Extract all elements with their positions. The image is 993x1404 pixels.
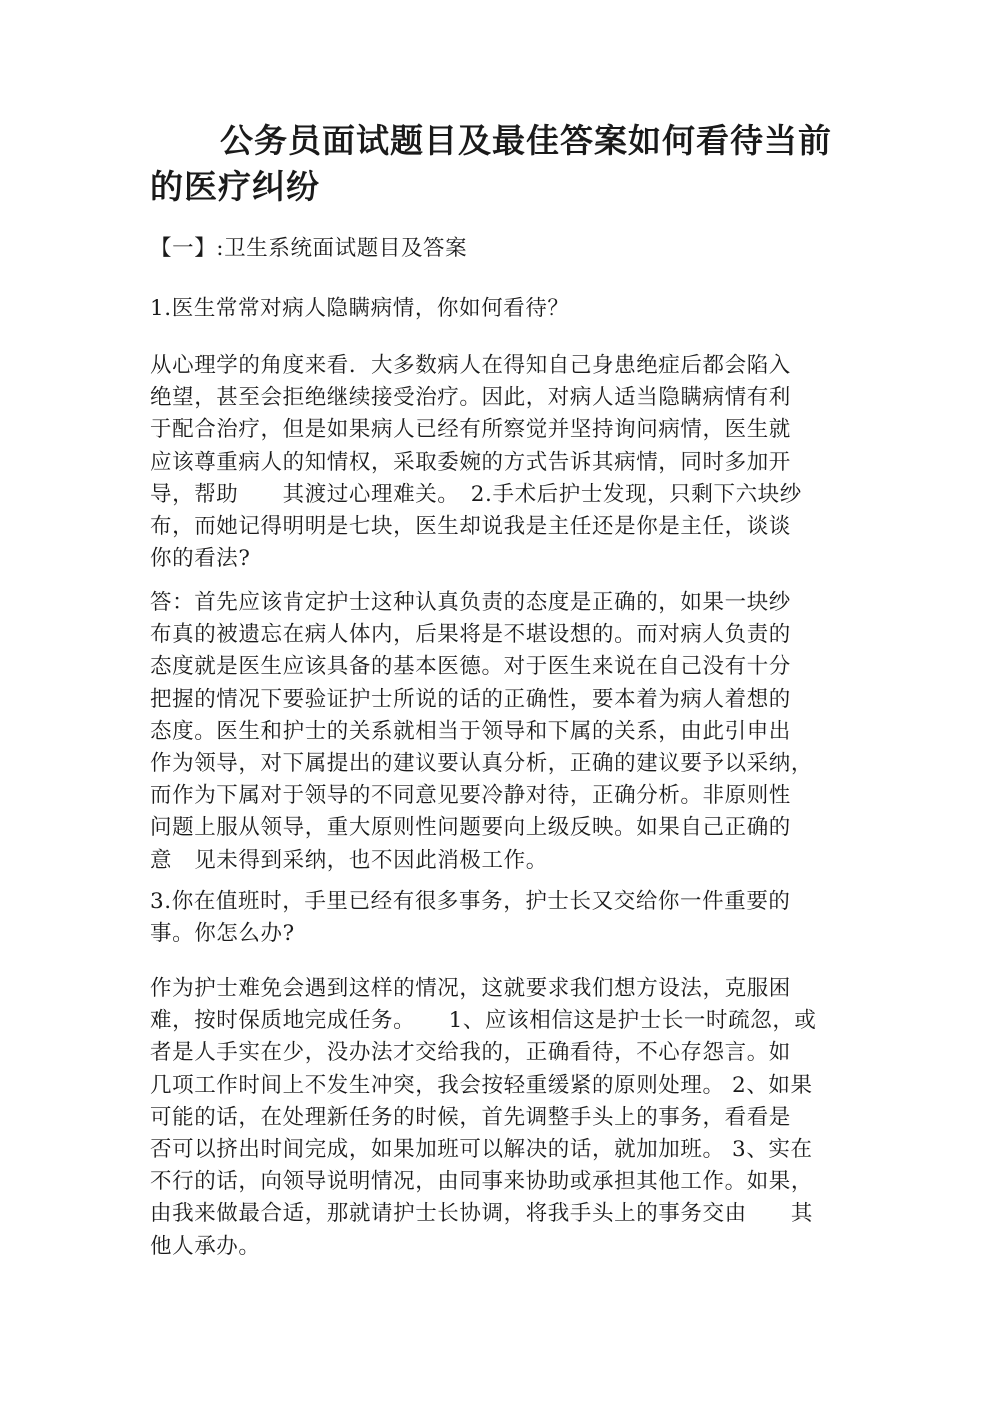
paragraph-line: 态度。医生和护士的关系就相当于领导和下属的关系，由此引申出 xyxy=(150,718,791,744)
paragraph-line: 几项工作时间上不发生冲突，我会按轻重缓紧的原则处理。 2、如果 xyxy=(150,1072,813,1098)
question-line: 事。你怎么办? xyxy=(150,921,295,947)
answer-paragraph-3 xyxy=(150,973,817,1263)
paragraph-line: 应该尊重病人的知情权，采取委婉的方式告诉其病情，同时多加开 xyxy=(150,449,791,475)
question-line: 3.你在值班时，手里已经有很多事务，护士长又交给你一件重要的 xyxy=(150,889,791,914)
paragraph-line: 从心理学的角度来看．大多数病人在得知自己身患绝症后都会陷入 xyxy=(150,353,791,378)
question-1: 1.医生常常对病人隐瞒病情，你如何看待？ xyxy=(150,296,570,321)
answer-paragraph-1 xyxy=(150,350,802,575)
paragraph-line: 而作为下属对于领导的不同意见要冷静对待，正确分析。非原则性 xyxy=(150,783,791,809)
paragraph-line: 于配合治疗，但是如果病人已经有所察觉并坚持询问病情，医生就 xyxy=(150,417,791,443)
title-line-2: 的医疗纠纷 xyxy=(150,167,320,206)
question-3 xyxy=(150,886,791,950)
document-title xyxy=(150,118,850,210)
paragraph-line: 由我来做最合适，那就请护士长协调，将我手头上的事务交由 其 xyxy=(150,1201,814,1227)
paragraph-line: 答：首先应该肯定护士这种认真负责的态度是正确的，如果一块纱 xyxy=(150,590,791,615)
paragraph-line: 你的看法? xyxy=(150,546,251,572)
paragraph-line: 不行的话，向领导说明情况，由同事来协助或承担其他工作。如果， xyxy=(150,1169,814,1195)
title-line-1: 公务员面试题目及最佳答案如何看待当前 xyxy=(220,121,832,160)
paragraph-line: 作为领导，对下属提出的建议要认真分析，正确的建议要予以采纳， xyxy=(150,751,814,777)
paragraph-line: 意 见未得到采纳，也不因此消极工作。 xyxy=(150,847,548,873)
paragraph-line: 者是人手实在少，没办法才交给我的，正确看待，不心存怨言。如 xyxy=(150,1040,791,1066)
paragraph-line: 他人承办。 xyxy=(150,1233,261,1259)
answer-paragraph-2 xyxy=(150,587,813,877)
paragraph-line: 态度就是医生应该具备的基本医德。对于医生来说在自己没有十分 xyxy=(150,654,791,680)
paragraph-line: 布真的被遗忘在病人体内，后果将是不堪设想的。而对病人负责的 xyxy=(150,622,791,648)
paragraph-line: 绝望，甚至会拒绝继续接受治疗。因此，对病人适当隐瞒病情有利 xyxy=(150,385,791,411)
paragraph-line: 布，而她记得明明是七块，医生却说我是主任还是你是主任，谈谈 xyxy=(150,514,791,540)
paragraph-line: 作为护士难免会遇到这样的情况，这就要求我们想方设法，克服困 xyxy=(150,976,791,1001)
section-heading: 【一】:卫生系统面试题目及答案 xyxy=(150,236,468,261)
paragraph-line: 把握的情况下要验证护士所说的话的正确性，要本着为病人着想的 xyxy=(150,686,791,712)
paragraph-line: 可能的话，在处理新任务的时候，首先调整手头上的事务，看看是 xyxy=(150,1104,791,1130)
paragraph-line: 难，按时保质地完成任务。 1、应该相信这是护士长一时疏忽，或 xyxy=(150,1008,817,1034)
paragraph-line: 问题上服从领导，重大原则性问题要向上级反映。如果自己正确的 xyxy=(150,815,791,841)
paragraph-line: 导，帮助 其渡过心理难关。 2.手术后护士发现，只剩下六块纱 xyxy=(150,481,802,507)
paragraph-line: 否可以挤出时间完成，如果加班可以解决的话，就加加班。 3、实在 xyxy=(150,1137,813,1163)
